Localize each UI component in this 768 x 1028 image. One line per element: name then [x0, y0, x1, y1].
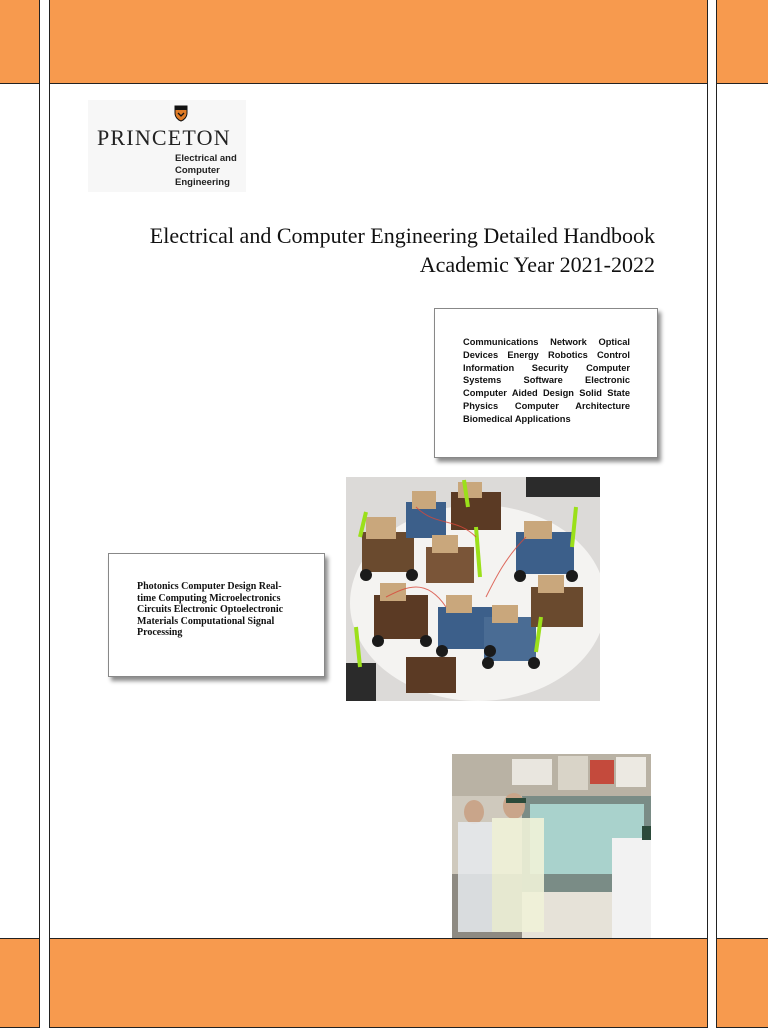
topics-box-1: Communications Network Optical Devices Energy Robotics Control Information Security Computer Systems Software Electronic Computer Aided Design Solid State Physics Computer Architecture Biomedical Applications — [434, 308, 658, 458]
footer-band-center — [49, 938, 708, 1028]
topics-box-2: Photonics Computer Design Real-time Computing Microelectronics Circuits Electronic Optoelectronic Materials Computational Signal Processing — [108, 553, 325, 677]
header-band-left — [0, 0, 40, 84]
frame-line-left-outer — [39, 0, 40, 1024]
frame-line-right-outer — [716, 0, 717, 1024]
footer-band-left — [0, 938, 40, 1028]
frame-line-right-inner — [707, 0, 708, 1024]
robots-photo — [346, 477, 600, 701]
header-band-right — [716, 0, 768, 84]
princeton-logo — [88, 100, 246, 192]
footer-band-right — [716, 938, 768, 1028]
handbook-title: Electrical and Computer Engineering Detailed Handbook — [149, 223, 655, 248]
princeton-shield-icon — [174, 105, 188, 122]
logo-wordmark: PRINCETON — [97, 125, 231, 150]
header-band-center — [49, 0, 708, 84]
logo-department: Electrical and Computer Engineering — [175, 153, 237, 188]
frame-line-left-inner — [49, 0, 50, 1024]
academic-year: Academic Year 2021-2022 — [419, 252, 655, 277]
lab-photo — [452, 754, 651, 938]
